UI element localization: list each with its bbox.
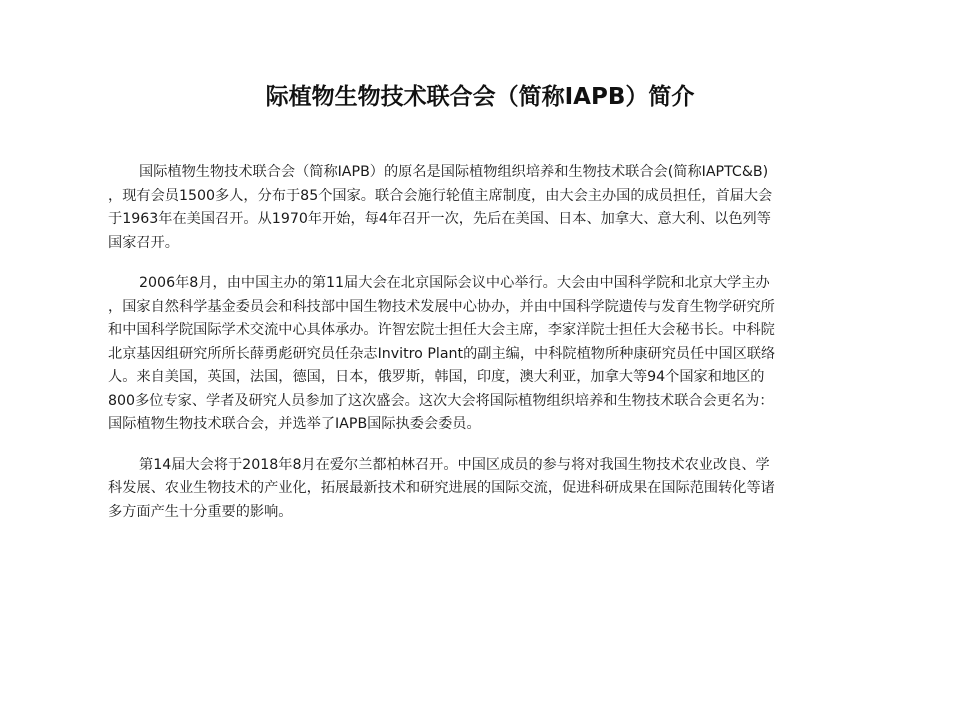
paragraph-line: 国家召开。 <box>108 234 179 251</box>
paragraph-1 <box>108 161 868 255</box>
paragraph-line: 科发展、农业生物技术的产业化，拓展最新技术和研究进展的国际交流，促进科研成果在国际范围转化等诸 <box>108 480 775 496</box>
page-title: 际植物生物技术联合会（简称IAPB）简介 <box>265 84 695 110</box>
paragraph-line: 人。来自美国，英国，法国，德国，日本，俄罗斯，韩国，印度，澳大利亚，加拿大等94个国家和地区的 <box>108 369 765 385</box>
paragraph-line: ，现有会员1500多人，分布于85个国家。联合会施行轮值主席制度，由大会主办国的成员担任，首届大会 <box>108 187 773 204</box>
paragraph-3 <box>108 454 868 525</box>
document-body <box>108 161 868 541</box>
paragraph-line: 多方面产生十分重要的影响。 <box>108 503 293 520</box>
paragraph-line: 于1963年在美国召开。从1970年开始，每4年召开一次，先后在美国、日本、加拿大、意大利、以色列等 <box>108 211 771 227</box>
paragraph-line: ，国家自然科学基金委员会和科技部中国生物技术发展中心协办，并由中国科学院遗传与发育生物学研究所 <box>108 298 775 315</box>
paragraph-line: 2006年8月，由中国主办的第11届大会在北京国际会议中心举行。大会由中国科学院和北京大学主办 <box>139 275 770 291</box>
paragraph-2 <box>108 272 868 437</box>
paragraph-line: 北京基因组研究所所长薛勇彪研究员任杂志Invitro Plant的副主编，中科院植物所种康研究员任中国区联络 <box>108 345 776 362</box>
paragraph-line: 国际植物生物技术联合会（简称IAPB）的原名是国际植物组织培养和生物技术联合会(简称IAPTC&B) <box>139 164 769 180</box>
paragraph-line: 800多位专家、学者及研究人员参加了这次盛会。这次大会将国际植物组织培养和生物技术联合会更名为： <box>108 392 774 409</box>
paragraph-line: 和中国科学院国际学术交流中心具体承办。许智宏院士担任大会主席，李家洋院士担任大会秘书长。中科院 <box>108 322 775 338</box>
paragraph-line: 第14届大会将于2018年8月在爱尔兰都柏林召开。中国区成员的参与将对我国生物技术农业改良、学 <box>139 456 770 473</box>
paragraph-line: 国际植物生物技术联合会，并选举了IAPB国际执委会委员。 <box>108 416 481 432</box>
